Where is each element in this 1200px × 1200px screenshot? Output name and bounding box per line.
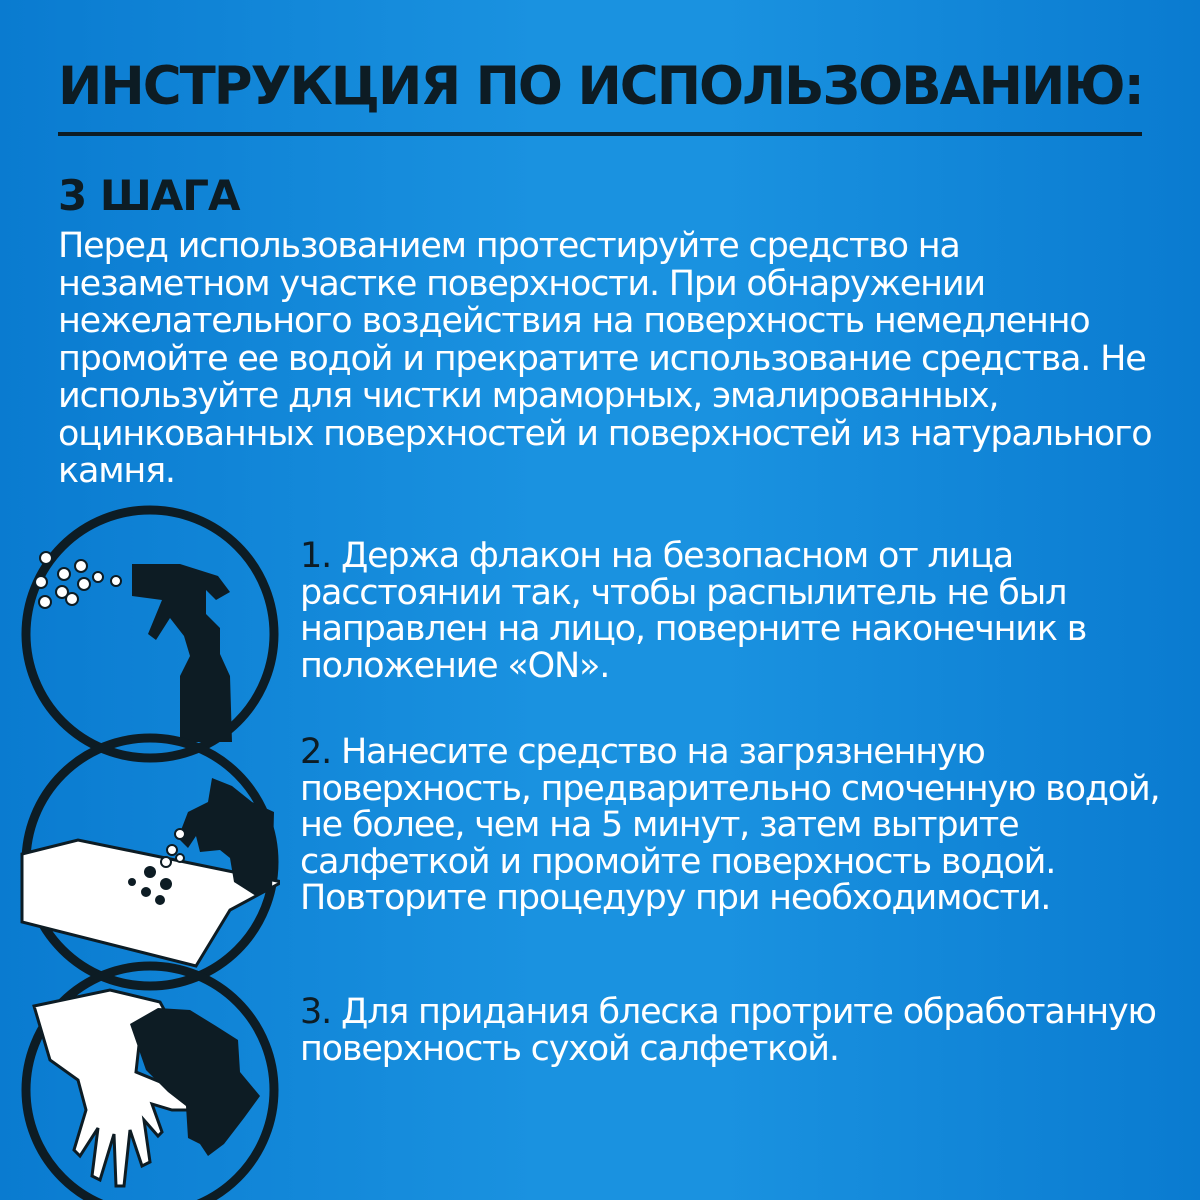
- spray-surface-icon: [20, 732, 280, 992]
- step-2-number: 2.: [300, 732, 331, 772]
- step-3-description: Для придания блеска протрите обработанную поверхность сухой салфеткой.: [300, 992, 1156, 1069]
- step-2-text: [300, 734, 1180, 917]
- step-3-number: 3.: [300, 992, 331, 1032]
- warning-paragraph: Перед использованием протестируйте средство на незаметном участке поверхности. При обнаружении нежелательного воздействия на поверхность немедленно промойте ее водой и прекратите использование средства. Не используйте для чистки мраморных, эмалированных, оцинкованных поверхностей и поверхностей из натурального камня.: [58, 226, 1152, 491]
- hand-wipe-icon: [20, 960, 280, 1200]
- title-divider: [58, 132, 1142, 136]
- step-2-description: Нанесите средство на загрязненную поверхность, предварительно смоченную водой, не более, чем на 5 минут, затем вытрите салфеткой и промойте поверхность водой. Повторите процедуру при необходимости.: [300, 732, 1160, 918]
- steps-subtitle: 3 ШАГА: [58, 171, 240, 220]
- page-title: ИНСТРУКЦИЯ ПО ИСПОЛЬЗОВАНИЮ:: [58, 56, 1143, 117]
- step-1-number: 1.: [300, 536, 331, 576]
- step-1-text: [300, 538, 1180, 684]
- step-1-description: Держа флакон на безопасном от лица расстоянии так, чтобы распылитель не был направлен на лицо, поверните наконечник в положение «ON».: [300, 536, 1087, 686]
- spray-bottle-icon: [20, 504, 280, 764]
- step-3-text: [300, 994, 1180, 1067]
